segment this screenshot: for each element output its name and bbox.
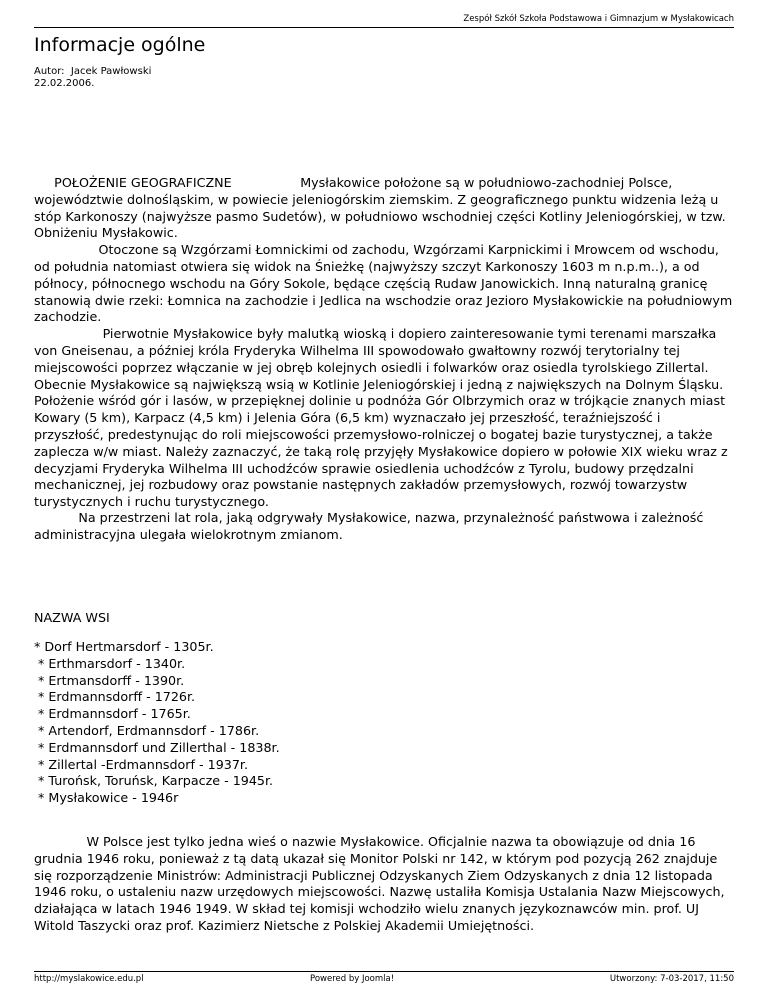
- list-item: * Ertmansdorff - 1390r.: [34, 672, 185, 688]
- page-title: Informacje ogólne: [34, 34, 206, 56]
- paragraph-name-origin: [34, 834, 734, 935]
- list-item: * Mysłakowice - 1946r: [34, 790, 179, 806]
- paragraph-geography: [34, 175, 734, 511]
- list-item: * Turońsk, Toruńsk, Karpacze - 1945r.: [34, 773, 274, 789]
- header-divider: [34, 27, 734, 28]
- footer-powered-by: Powered by Joomla!: [310, 974, 395, 984]
- paragraph-history-text: Na przestrzeni lat rola, jaką odgrywały Mysłakowice, nazwa, przynależność państwowa i zależność administracyjna ulegała wielokrotnym zmianom.: [34, 510, 708, 542]
- list-item: * Erdmannsdorff - 1726r.: [34, 689, 196, 705]
- list-item: * Artendorf, Erdmannsdorf - 1786r.: [34, 722, 260, 738]
- paragraph-name-origin-text: W Polsce jest tylko jedna wieś o nazwie Mysłakowice. Oficjalnie nazwa ta obowiązuje od dnia 16 grudnia 1946 roku, ponieważ z tą datą ukazał się Monitor Polski nr 142, w którym pod pozycją 262 znajduje się rozporządzenie Ministrów: Administracji Publicznej Odzyskanych Ziem Odzyskanych z dnia 12 listopada 1946 roku, o ustaleniu nazw urzędowych miejscowości. Nazwę ustaliła Komisja Ustalania Nazw Miejscowych, działająca w latach 1946 1949. W skład tej komisji wchodziło wielu znanych językoznawców min. prof. UJ Witold Taszycki oraz prof. Kazimierz Nietsche z Polskiej Akademii Umiejętności.: [34, 834, 729, 933]
- author-line: Autor: Jacek Pawłowski: [34, 66, 152, 77]
- list-item: * Dorf Hertmarsdorf - 1305r.: [34, 639, 214, 654]
- paragraph-history: [34, 510, 734, 544]
- paragraph-geography-text: POŁOŻENIE GEOGRAFICZNE Mysłakowice położone są w południowo-zachodniej Polsce, województwie dolnośląskim, w powiecie jeleniogórskim ziemskim. Z geograficznego punktu widzenia leżą u stóp Karkonoszy (najwyższe pasmo Sudetów), w południowo wschodniej części Kotliny Jeleniogórskiej, w tzw. Obniżeniu Mysłakowic. Otoczone są Wzgórzami Łomnickimi od zachodu, Wzgórzami Karpnickimi i Mrowcem od wschodu, od południa natomiast otwiera się widok na Śnieżkę (najwyższy szczyt Karkonoszy 1603 m n.p.m..), a od północy, północnego wschodu na Góry Sokole, będące częścią Rudaw Janowickich. Inną naturalną granicę stanowią dwie rzeki: Łomnica na zachodzie i Jedlica na wschodzie oraz Jezioro Mysłakowickie na południowym zachodzie. Pierwotnie Mysłakowice były malutką wioską i dopiero zainteresowanie tymi terenami marszałka von Gneisenau, a później króla Fryderyka Wilhelma III spowodowało gwałtowny rozwój terytorialny tej miejscowości poprzez włączanie w jej obręb kolejnych osiedli i folwarków oraz osiedla tyrolskiego Zillertal. Obecnie Mysłakowice są największą wsią w Kotlinie Jeleniogórskiej i jedną z największych na Dolnym Śląsku. Położenie wśród gór i lasów, w przepięknej dolinie u podnóża Gór Olbrzymich oraz w trójkącie znanych miast Kowary (5 km), Karpacz (4,5 km) i Jelenia Góra (6,5 km) wyznaczało jej przeszłość, teraźniejszość i przyszłość, predestynując do roli miejscowości przemysłowo-rolniczej o bogatej bazie turystycznej, a także zaplecza w/w miast. Należy zaznaczyć, że taką rolę przyjęły Mysłakowice dopiero w połowie XIX wieku wraz z decyzjami Fryderyka Wilhelma III uchodźców sprawie osiedlenia uchodźców z Tyrolu, budowy przędzalni mechanicznej, jej rozbudowy oraz powstanie następnych zakładów przemysłowych, rozwój towarzystw turystycznych i ruchu turystycznego.: [34, 175, 733, 510]
- list-item: * Erdmannsdorf - 1765r.: [34, 706, 191, 722]
- article-meta: [34, 66, 151, 90]
- list-item: * Erdmannsdorf und Zillerthal - 1838r.: [34, 739, 280, 755]
- footer-created-date: Utworzony: 7-03-2017, 11:50: [609, 974, 734, 984]
- site-header-school-name: Zespół Szkół Szkoła Podstawowa i Gimnazjum w Mysłakowicach: [463, 14, 734, 24]
- article-date: 22.02.2006.: [34, 78, 95, 89]
- footer-divider: [34, 971, 734, 972]
- footer-url-link[interactable]: http://myslakowice.edu.pl: [34, 974, 144, 984]
- names-heading: NAZWA WSI: [34, 610, 110, 625]
- names-list: [34, 639, 734, 807]
- list-item: * Zillertal -Erdmannsdorf - 1937r.: [34, 756, 248, 772]
- list-item: * Erthmarsdorf - 1340r.: [34, 655, 186, 671]
